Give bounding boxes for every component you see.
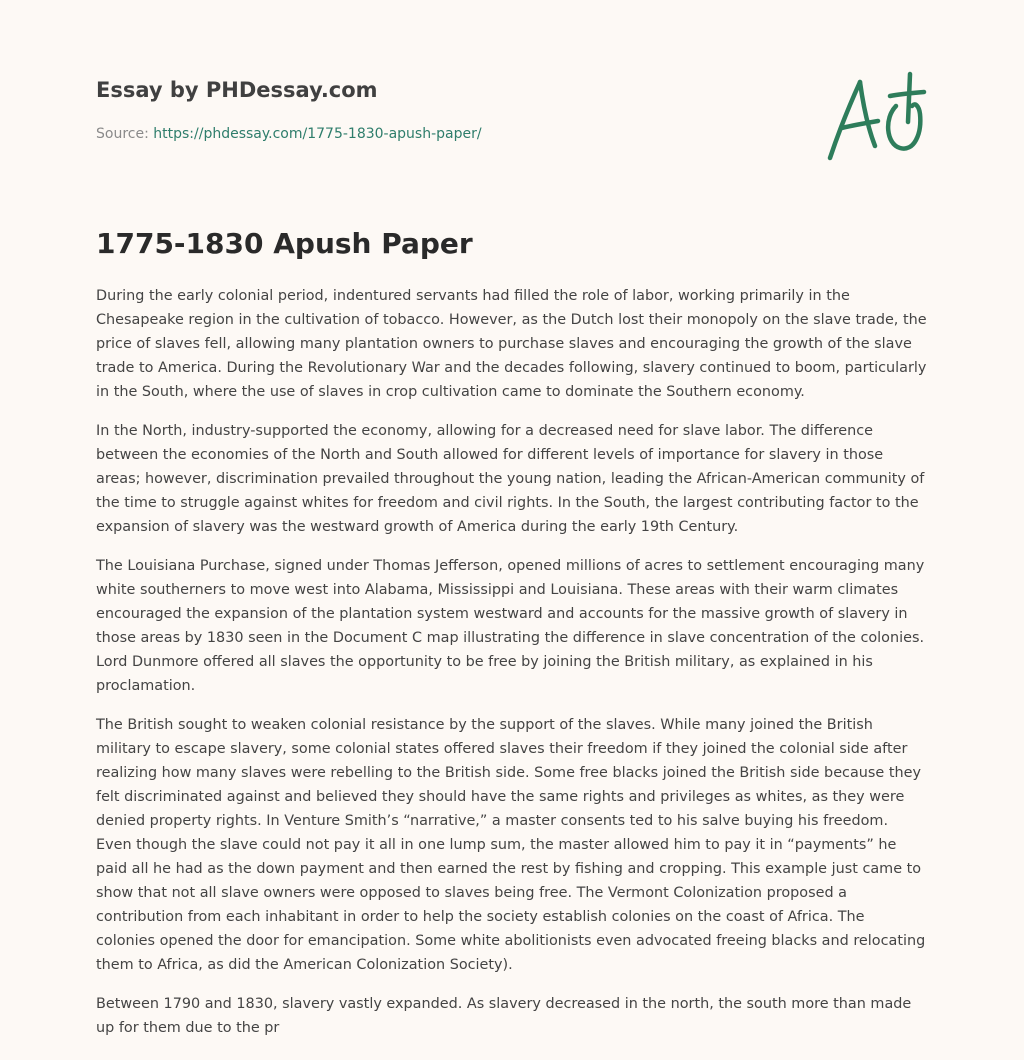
page-title: 1775-1830 Apush Paper [96,227,473,260]
paragraph: The Louisiana Purchase, signed under Thomas Jefferson, opened millions of acres to settlement encouraging many white southerners to move west into Alabama, Mississippi and Louisiana. These areas with their warm climates encouraged the expansion of the plantation system westward and accounts for the massive growth of slavery in those areas by 1830 seen in the Document C map illustrating the difference in slave concentration of the colonies. Lord Dunmore offered all slaves the opportunity to be free by joining the British military, as explained in his proclamation. [96,558,925,694]
page-header [96,76,796,144]
paragraph: During the early colonial period, indentured servants had filled the role of labor, working primarily in the Chesapeake region in the cultivation of tobacco. However, as the Dutch lost their monopoly on the slave trade, the price of slaves fell, allowing many plantation owners to purchase slaves and encouraging the growth of the slave trade to America. During the Revolutionary War and the decades following, slavery continued to boom, particularly in the South, where the use of slaves in crop cultivation came to dominate the Southern economy. [96,288,927,400]
essay-body [96,284,928,1055]
source-label: Source: [96,126,154,142]
paragraph: In the North, industry-supported the economy, allowing for a decreased need for slave labor. The difference between the economies of the North and South allowed for different levels of importance for slavery in those areas; however, discrimination prevailed throughout the young nation, leading the African-American community of the time to struggle against whites for freedom and civil rights. In the South, the largest contributing factor to the expansion of slavery was the westward growth of America during the early 19th Century. [96,423,925,535]
paragraph: Between 1790 and 1830, slavery vastly expanded. As slavery decreased in the north, the south more than made up for them due to the pr [96,996,912,1036]
a-plus-logo-icon [820,66,930,166]
paragraph: The British sought to weaken colonial resistance by the support of the slaves. While many joined the British military to escape slavery, some colonial states offered slaves their freedom if they joined the colonial side after realizing how many slaves were rebelling to the British side. Some free blacks joined the British side because they felt discriminated against and believed they should have the same rights and privileges as whites, as they were denied property rights. In Venture Smith’s “narrative,” a master consents ted to his salve buying his freedom. Even though the slave could not pay it all in one lump sum, the master allowed him to pay it in “payments” he paid all he had as the down payment and then earned the rest by fishing and cropping. This example just came to show that not all slave owners were opposed to slaves being free. The Vermont Colonization proposed a contribution from each inhabitant in order to help the society establish colonies on the coast of Africa. The colonies opened the door for emancipation. Some white abolitionists even advocated freeing blacks and relocating them to Africa, as did the American Colonization Society). [96,717,926,973]
source-link[interactable]: https://phdessay.com/1775-1830-apush-paper/ [153,126,482,142]
source-line [96,124,796,144]
site-brand: Essay by PHDessay.com [96,78,378,102]
